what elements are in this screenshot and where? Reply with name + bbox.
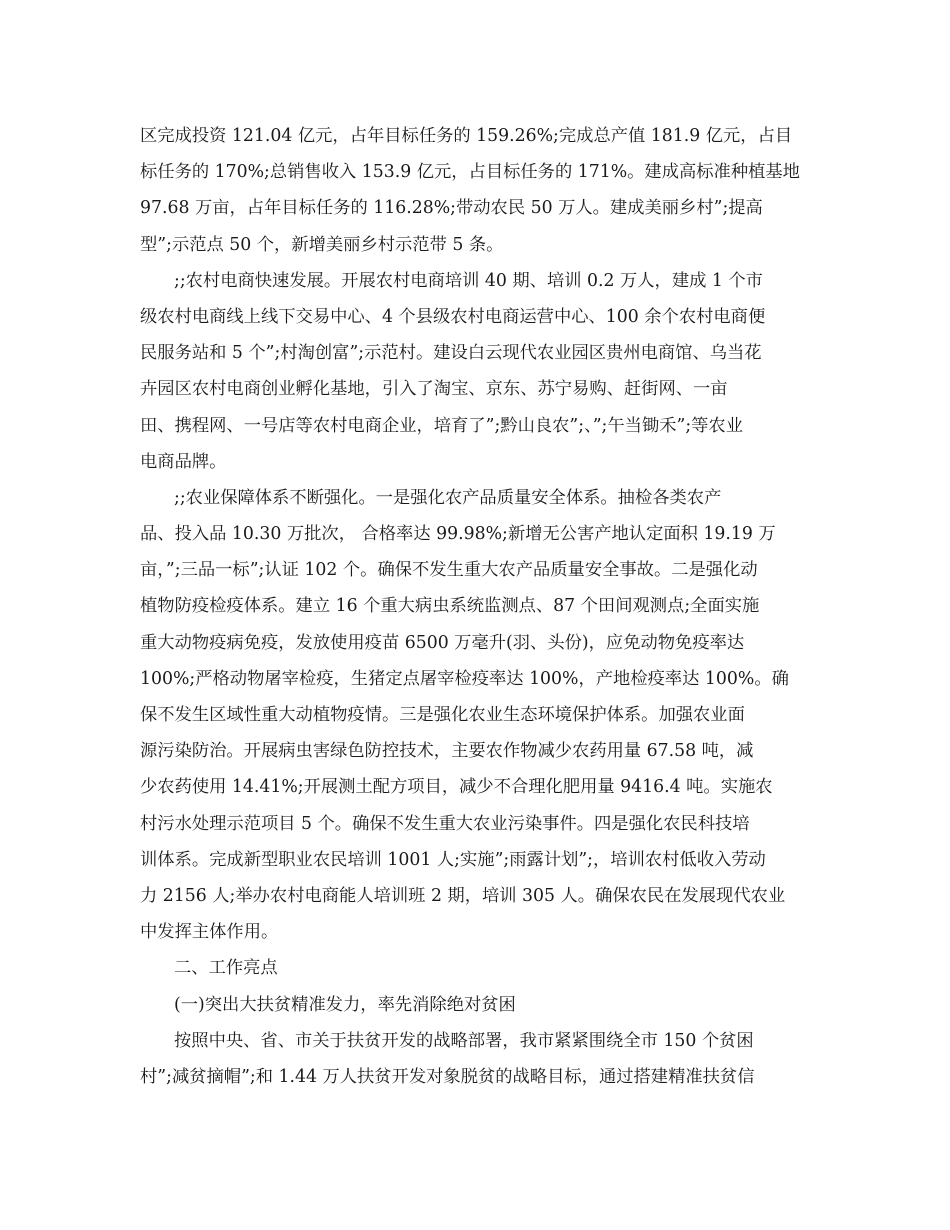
text-line: 亩，”;三品一标”;认证 102 个。确保不发生重大农产品质量安全事故。二是强化动 [140, 560, 758, 581]
text-line: 型”;示范点 50 个，新增美丽乡村示范带 5 条。 [140, 234, 504, 255]
text-line: 97.68 万亩，占年目标任务的 116.28%;带动农民 50 万人。建成美丽乡村”;提高 [140, 198, 763, 219]
text-line: ;;农村电商快速发展。开展农村电商培训 40 期、培训 0.2 万人，建成 1 个市 [174, 270, 763, 291]
text-line: 少农药使用 14.41%;开展测土配方项目，减少不合理化肥用量 9416.4 吨。实施农 [140, 777, 773, 798]
text-line: 电商品牌。 [140, 451, 227, 472]
text-line: 按照中央、省、市关于扶贫开发的战略部署，我市紧紧围绕全市 150 个贫困 [174, 1030, 754, 1051]
text-line: 民服务站和 5 个”;村淘创富”;示范村。建设白云现代农业园区贵州电商馆、乌当花 [140, 343, 762, 364]
text-line: 重大动物疫病免疫，发放使用疫苗 6500 万毫升(羽、头份)，应免动物免疫率达 [140, 632, 745, 653]
text-line: 二、工作亮点 [174, 958, 278, 979]
text-line: 100%;严格动物屠宰检疫，生猪定点屠宰检疫率达 100%，产地检疫率达 100%。确 [140, 668, 789, 689]
text-line: ;;农业保障体系不断强化。一是强化农产品质量安全体系。抽检各类农产 [174, 487, 722, 508]
text-line: 中发挥主体作用。 [140, 922, 279, 943]
text-line: 训体系。完成新型职业农民培训 1001 人;实施”;雨露计划”;，培训农村低收入劳动 [140, 849, 766, 870]
text-line: 标任务的 170%;总销售收入 153.9 亿元，占目标任务的 171%。建成高标准种植基地 [140, 162, 800, 183]
text-line: 级农村电商线上线下交易中心、4 个县级农村电商运营中心、100 余个农村电商便 [140, 306, 766, 327]
text-line: 源污染防治。开展病虫害绿色防控技术，主要农作物减少农药用量 67.58 吨，减 [140, 741, 754, 762]
text-line: 村污水处理示范项目 5 个。确保不发生重大农业污染事件。四是强化农民科技培 [140, 813, 750, 834]
text-line: 区完成投资 121.04 亿元，占年目标任务的 159.26%;完成总产值 181.9 亿元，占目 [140, 126, 793, 146]
text-line: 田、携程网、一号店等农村电商企业，培育了”;黔山良农”;、”;午当锄禾”;等农业 [140, 415, 743, 436]
text-line: 力 2156 人;举办农村电商能人培训班 2 期，培训 305 人。确保农民在发展现代农业 [140, 885, 786, 906]
text-line: 植物防疫检疫体系。建立 16 个重大病虫系统监测点、87 个田间观测点;全面实施 [140, 596, 760, 617]
text-line: 卉园区农村电商创业孵化基地，引入了淘宝、京东、苏宁易购、赶街网、一亩 [140, 379, 728, 400]
text-line: 品、投入品 10.30 万批次， 合格率达 99.98%;新增无公害产地认定面积 19.19 万 [140, 524, 776, 545]
text-line: 村”;减贫摘帽”;和 1.44 万人扶贫开发对象脱贫的战略目标，通过搭建精准扶贫信 [140, 1066, 755, 1087]
text-line: (一)突出大扶贫精准发力，率先消除绝对贫困 [174, 994, 516, 1015]
text-line: 保不发生区域性重大动植物疫情。三是强化农业生态环境保护体系。加强农业面 [140, 705, 745, 725]
